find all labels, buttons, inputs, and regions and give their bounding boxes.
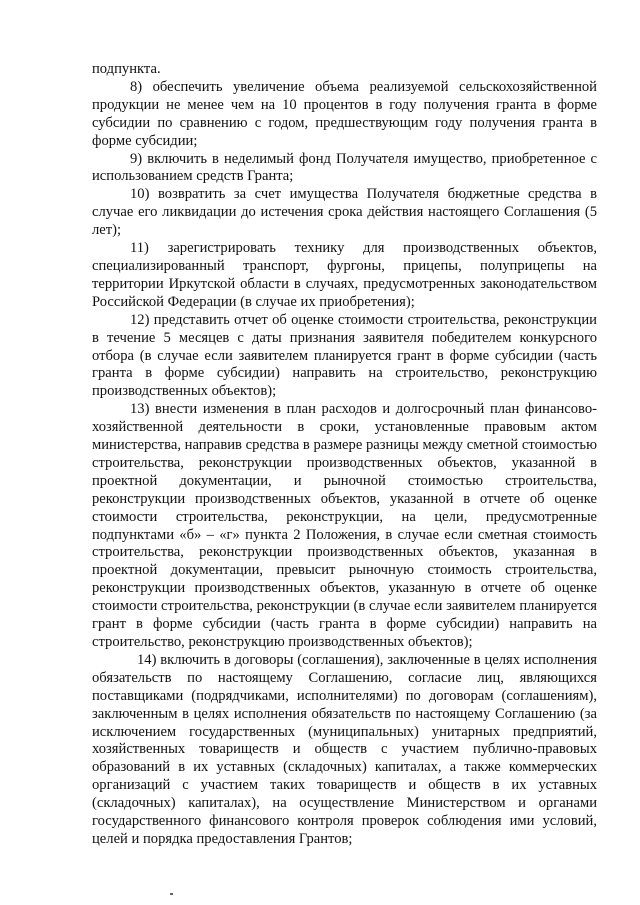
document-body [92,61,597,849]
paragraph-item-13: 13) внести изменения в план расходов и долгосрочный план финансово-хозяйственной деятельности в сроки, установленные правовым актом министерства, направив средства в размере разницы между сметной стоимостью строительства, реконструкции производственных объектов, указанной в проектной документации, и рыночной стоимостью строительства, реконструкции производственных объектов, указанной в отчете об оценке стоимости строительства, реконструкции, на цели, предусмотренные подпунктами «б» – «г» пункта 2 Положения, в случае если сметная стоимость строительства, реконструкции производственных объектов, указанная в проектной документации, превысит рыночную стоимость строительства, реконструкции производственных объектов, указанную в отчете об оценке стоимости строительства, реконструкции (в случае если заявителем планируется грант в форме субсидии (часть гранта в форме субсидии) направить на строительство, реконструкцию производственных объектов); [92,401,597,650]
paragraph-continuation: подпункта. [92,61,161,77]
scan-mark [170,893,173,895]
paragraph-item-10: 10) возвратить за счет имущества Получателя бюджетные средства в случае его ликвидации до истечения срока действия настоящего Соглашения (5 лет); [92,186,597,239]
paragraph-item-9: 9) включить в неделимый фонд Получателя имущество, приобретенное с использованием средств Гранта; [92,150,597,185]
paragraph-item-14: 14) включить в договоры (соглашения), заключенные в целях исполнения обязательств по настоящему Соглашению, согласие лиц, являющихся поставщиками (подрядчиками, исполнителями) по договорам (соглашениям), заключенным в целях исполнения обязательств по настоящему Соглашению (за исключением государственных (муниципальных) унитарных предприятий, хозяйственных товариществ и обществ с участием публично-правовых образований в их уставных (складочных) капиталах, а также коммерческих организаций с участием таких товариществ и обществ в их уставных (складочных) капиталах), на осуществление Министерством и органами государственного финансового контроля проверок соблюдения ими условий, целей и порядка предоставления Грантов; [92,651,597,847]
paragraph-item-12: 12) представить отчет об оценке стоимости строительства, реконструкции в течение 5 месяцев с даты признания заявителя победителем конкурсного отбора (в случае если заявителем планируется грант в форме субсидии (часть гранта в форме субсидии) направить на строительство, реконструкцию производственных объектов); [92,311,597,400]
paragraph-item-11: 11) зарегистрировать технику для производственных объектов, специализированный транспорт, фургоны, прицепы, полуприцепы на территории Иркутской области в случаях, предусмотренных законодательством Российской Федерации (в случае их приобретения); [92,240,597,310]
paragraph-item-8: 8) обеспечить увеличение объема реализуемой сельскохозяйственной продукции не менее чем на 10 процентов в году получения гранта в форме субсидии по сравнению с годом, предшествующим году получения гранта в форме субсидии; [92,78,597,149]
